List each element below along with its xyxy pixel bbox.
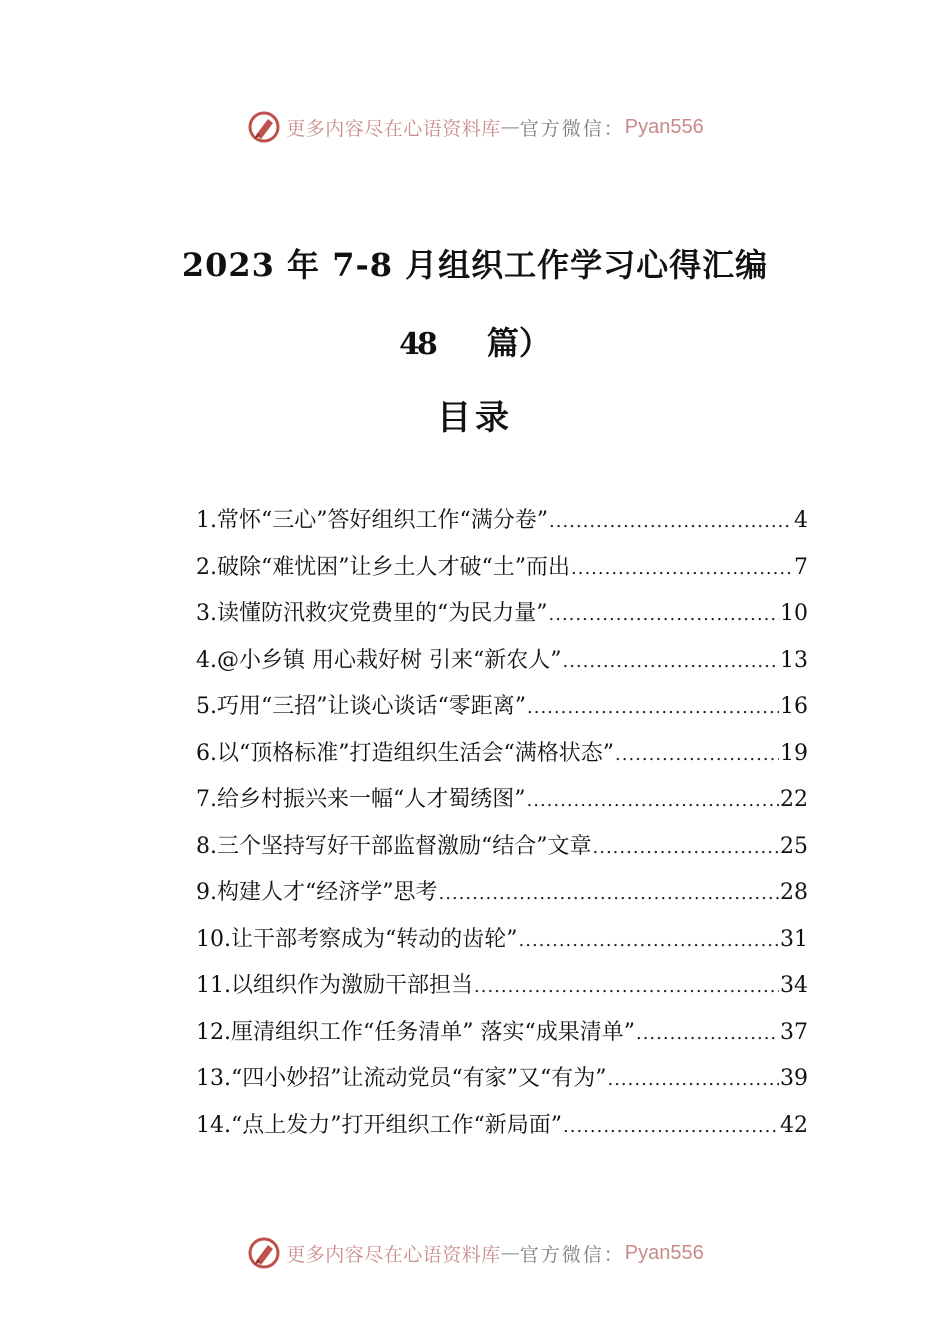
toc-entry-page: 4 bbox=[794, 508, 808, 533]
toc-entry-number: 2. bbox=[196, 554, 217, 580]
toc-entry-number: 7. bbox=[196, 787, 217, 812]
toc-leader-dots bbox=[607, 1069, 779, 1090]
toc-entry-number: 3. bbox=[196, 601, 217, 626]
toc-entry[interactable] bbox=[196, 829, 808, 876]
toc-entry-title: 以组织作为激励干部担当 bbox=[231, 973, 474, 998]
toc-entry[interactable] bbox=[196, 968, 808, 1015]
toc-entry-page: 19 bbox=[780, 740, 808, 766]
toc-entry-page: 42 bbox=[780, 1112, 808, 1138]
toc-entry-page: 10 bbox=[780, 601, 808, 626]
toc-entry[interactable] bbox=[196, 643, 808, 690]
toc-entry-page: 28 bbox=[780, 880, 808, 905]
toc-entry-page: 7 bbox=[794, 554, 808, 580]
toc-entry-number: 14. bbox=[196, 1112, 231, 1138]
toc-entry-number: 9. bbox=[196, 880, 217, 905]
toc-entry-title: 构建人才“经济学”思考 bbox=[217, 880, 438, 905]
toc-entry-title: @小乡镇 用心栽好树 引来“新农人” bbox=[217, 647, 562, 673]
toc-entry-page: 22 bbox=[780, 787, 808, 812]
toc-entry[interactable] bbox=[196, 875, 808, 922]
toc-entry[interactable] bbox=[196, 736, 808, 783]
banner-separator: — bbox=[500, 116, 520, 138]
toc-leader-dots bbox=[562, 651, 779, 672]
toc-entry-page: 37 bbox=[780, 1019, 808, 1045]
toc-entry-number: 13. bbox=[196, 1066, 231, 1091]
toc-entry[interactable] bbox=[196, 922, 808, 969]
toc-entry-title: “点上发力”打开组织工作“新局面” bbox=[231, 1112, 562, 1138]
toc-entry-title: 让干部考察成为“转动的齿轮” bbox=[231, 926, 518, 952]
toc-entry-page: 25 bbox=[780, 833, 808, 859]
toc-entry-page: 13 bbox=[780, 647, 808, 673]
document-title: 2023 年 7-8 月组织工作学习心得汇编 bbox=[181, 246, 769, 284]
toc-leader-dots bbox=[549, 511, 793, 532]
banner-wechat-id: Pyan556 bbox=[624, 1241, 704, 1264]
toc-entry-title: 厘清组织工作“任务清单” 落实“成果清单” bbox=[231, 1019, 635, 1045]
toc-leader-dots bbox=[636, 1023, 779, 1044]
toc-leader-dots bbox=[527, 697, 779, 718]
toc-entry-number: 5. bbox=[196, 694, 217, 719]
toc-entry[interactable] bbox=[196, 503, 808, 550]
toc-entry-number: 11. bbox=[196, 973, 231, 998]
toc-leader-dots bbox=[527, 790, 780, 811]
toc-entry[interactable] bbox=[196, 1108, 808, 1155]
toc-entry-title: 常怀“三心”答好组织工作“满分卷” bbox=[217, 508, 548, 533]
toc-entry-title: 三个坚持写好干部监督激励“结合”文章 bbox=[217, 833, 592, 859]
banner-label: 官方微信： bbox=[519, 117, 625, 140]
toc-entry-page: 31 bbox=[780, 926, 808, 952]
header-banner bbox=[0, 107, 950, 147]
toc-entry[interactable] bbox=[196, 1061, 808, 1108]
toc-entry-title: 给乡村振兴来一幅“人才蜀绣图” bbox=[217, 787, 526, 812]
toc-entry-number: 6. bbox=[196, 740, 217, 766]
toc-entry[interactable] bbox=[196, 596, 808, 643]
toc-leader-dots bbox=[593, 837, 780, 858]
banner-separator: — bbox=[500, 1242, 520, 1264]
article-unit: 篇） bbox=[486, 324, 551, 362]
toc-leader-dots bbox=[519, 930, 780, 951]
toc-entry-title: 读懂防汛救灾党费里的“为民力量” bbox=[217, 601, 548, 626]
toc-entry-title: “四小妙招”让流动党员“有家”又“有为” bbox=[231, 1066, 607, 1091]
toc-entry-number: 8. bbox=[196, 833, 217, 859]
toc-leader-dots bbox=[439, 883, 780, 904]
banner-text: 更多内容尽在心语资料库 bbox=[286, 1243, 501, 1266]
toc-entry[interactable] bbox=[196, 1015, 808, 1062]
toc-leader-dots bbox=[571, 558, 793, 579]
footer-banner bbox=[0, 1233, 950, 1273]
toc-entry[interactable] bbox=[196, 689, 808, 736]
document-subtitle bbox=[0, 318, 950, 364]
toc-entry-page: 34 bbox=[780, 973, 808, 998]
toc-entry-page: 16 bbox=[780, 694, 808, 719]
toc-leader-dots bbox=[549, 604, 780, 625]
toc-entry-title: 巧用“三招”让谈心谈话“零距离” bbox=[217, 694, 526, 719]
banner-label: 官方微信： bbox=[519, 1243, 625, 1266]
toc-entry-number: 4. bbox=[196, 647, 217, 673]
toc-leader-dots bbox=[474, 976, 779, 997]
pen-nib-logo-icon bbox=[246, 109, 282, 145]
banner-wechat-id: Pyan556 bbox=[624, 115, 704, 138]
toc-leader-dots bbox=[563, 1116, 779, 1137]
toc-leader-dots bbox=[615, 744, 779, 765]
toc-heading: 目录 bbox=[437, 398, 513, 438]
toc-entry[interactable] bbox=[196, 782, 808, 829]
toc-entry-number: 12. bbox=[196, 1019, 231, 1045]
toc-entry-page: 39 bbox=[780, 1066, 808, 1091]
banner-text: 更多内容尽在心语资料库 bbox=[286, 117, 501, 140]
toc-entry[interactable] bbox=[196, 550, 808, 597]
toc-entry-title: 以“顶格标准”打造组织生活会“满格状态” bbox=[217, 740, 614, 766]
article-count: 48 bbox=[399, 327, 435, 362]
toc-entry-number: 10. bbox=[196, 926, 231, 952]
pen-nib-logo-icon bbox=[246, 1235, 282, 1271]
table-of-contents bbox=[196, 503, 808, 1154]
toc-entry-number: 1. bbox=[196, 508, 217, 533]
toc-entry-title: 破除“难忧困”让乡土人才破“土”而出 bbox=[217, 554, 570, 580]
